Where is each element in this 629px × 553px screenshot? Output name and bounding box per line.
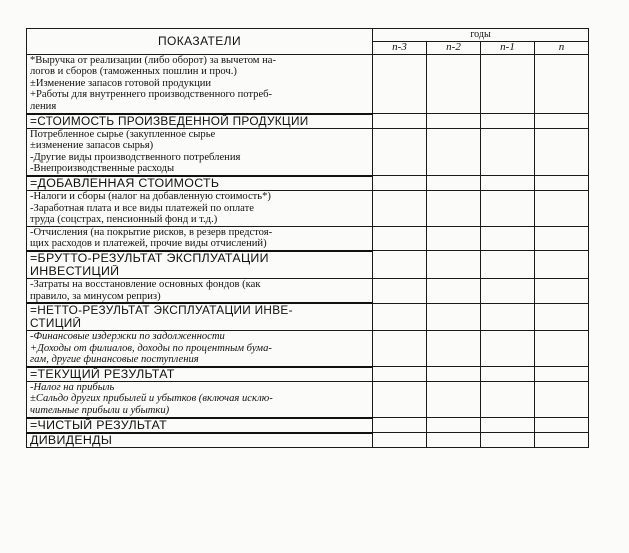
year-column-header: n-3 — [373, 41, 427, 54]
table-row — [27, 331, 589, 367]
value-cell — [373, 128, 427, 176]
value-cell — [427, 226, 481, 251]
indicator-items — [27, 331, 373, 367]
indicator-line: -Финансовые издержки по задолженности — [30, 331, 225, 343]
indicator-line: ±Сальдо других прибылей и убытков (включая исклю- — [30, 393, 273, 405]
value-cell — [481, 190, 535, 226]
table-row — [27, 128, 589, 176]
value-cell — [481, 54, 535, 113]
value-cell — [373, 190, 427, 226]
value-cell — [427, 128, 481, 176]
result-label — [27, 418, 373, 433]
value-cell — [535, 251, 589, 279]
value-cell — [427, 381, 481, 417]
years-header: годы — [373, 29, 589, 42]
value-cell — [535, 381, 589, 417]
result-row — [27, 433, 589, 448]
value-cell — [535, 54, 589, 113]
value-cell — [481, 226, 535, 251]
value-cell — [481, 303, 535, 331]
value-cell — [535, 176, 589, 191]
indicator-line: -Заработная плата и все виды платежей по оплате — [30, 202, 254, 214]
value-cell — [373, 54, 427, 113]
indicator-line: +Доходы от филиалов, доходы по процентным бума- — [30, 342, 272, 354]
indicator-line: =НЕТТО-РЕЗУЛЬТАТ ЭКСПЛУАТАЦИИ ИНВЕ- — [30, 304, 293, 318]
value-cell — [427, 433, 481, 448]
table-row — [27, 226, 589, 251]
value-cell — [481, 278, 535, 303]
value-cell — [481, 418, 535, 433]
result-row — [27, 114, 589, 129]
indicator-items — [27, 278, 373, 303]
value-cell — [535, 303, 589, 331]
year-column-header: n-1 — [481, 41, 535, 54]
result-row — [27, 367, 589, 382]
value-cell — [481, 251, 535, 279]
value-cell — [373, 367, 427, 382]
indicators-header: ПОКАЗАТЕЛИ — [27, 29, 373, 55]
value-cell — [427, 418, 481, 433]
indicator-line: логов и сборов (таможенных пошлин и проч.) — [30, 66, 237, 78]
value-cell — [427, 114, 481, 129]
result-row — [27, 303, 589, 331]
value-cell — [481, 114, 535, 129]
indicator-line: +Работы для внутреннего производственного потреб- — [30, 89, 273, 101]
value-cell — [535, 433, 589, 448]
indicator-line: =ТЕКУЩИЙ РЕЗУЛЬТАТ — [30, 367, 175, 381]
value-cell — [535, 278, 589, 303]
value-cell — [373, 176, 427, 191]
indicator-line: ления — [30, 100, 57, 112]
table-row — [27, 54, 589, 113]
result-label — [27, 176, 373, 191]
indicator-line: Потребленное сырье (закупленное сырье — [30, 128, 216, 140]
year-column-header: n-2 — [427, 41, 481, 54]
value-cell — [427, 367, 481, 382]
result-label — [27, 251, 373, 279]
result-row — [27, 176, 589, 191]
value-cell — [535, 331, 589, 367]
table-row — [27, 381, 589, 417]
indicator-line: =БРУТТО-РЕЗУЛЬТАТ ЭКСПЛУАТАЦИИ — [30, 251, 269, 265]
value-cell — [373, 331, 427, 367]
result-label — [27, 433, 373, 448]
indicator-line: ИНВЕСТИЦИЙ — [30, 264, 120, 278]
indicator-items — [27, 190, 373, 226]
value-cell — [373, 303, 427, 331]
indicator-line: ±изменение запасов сырья) — [30, 140, 154, 152]
value-cell — [535, 367, 589, 382]
indicator-line: -Другие виды производственного потребления — [30, 151, 241, 163]
year-column-header: n — [535, 41, 589, 54]
value-cell — [535, 190, 589, 226]
indicator-line: -Внепроизводственные расходы — [30, 163, 175, 175]
indicator-line: труда (соцстрах, пенсионный фонд и т.д.) — [30, 214, 218, 226]
indicator-line: СТИЦИЙ — [30, 317, 82, 331]
value-cell — [535, 128, 589, 176]
result-row — [27, 418, 589, 433]
indicator-items — [27, 226, 373, 251]
indicator-line: щих расходов и платежей, прочие виды отчислений) — [30, 238, 267, 250]
indicator-line: =ЧИСТЫЙ РЕЗУЛЬТАТ — [30, 418, 168, 432]
table-body — [27, 29, 589, 448]
indicator-line: *Выручка от реализации (либо оборот) за вычетом на- — [30, 54, 277, 66]
value-cell — [481, 381, 535, 417]
indicator-line: ±Изменение запасов готовой продукции — [30, 77, 212, 89]
value-cell — [427, 331, 481, 367]
indicator-line: =ДОБАВЛЕННАЯ СТОИМОСТЬ — [30, 176, 220, 190]
table-row — [27, 278, 589, 303]
header-row — [27, 29, 589, 42]
value-cell — [427, 176, 481, 191]
value-cell — [427, 251, 481, 279]
indicator-items — [27, 381, 373, 417]
value-cell — [373, 226, 427, 251]
value-cell — [535, 418, 589, 433]
indicator-line: чительные прибыли и убытки) — [30, 405, 170, 417]
value-cell — [373, 433, 427, 448]
value-cell — [535, 114, 589, 129]
value-cell — [481, 128, 535, 176]
indicator-line: гам, другие финансовые поступления — [30, 354, 199, 366]
value-cell — [535, 226, 589, 251]
indicator-line: ДИВИДЕНДЫ — [30, 433, 113, 447]
value-cell — [373, 278, 427, 303]
indicator-line: -Отчисления (на покрытие рисков, в резерв предстоя- — [30, 226, 273, 238]
value-cell — [373, 114, 427, 129]
value-cell — [427, 278, 481, 303]
indicator-line: -Затраты на восстановление основных фондов (как — [30, 278, 261, 290]
result-label — [27, 367, 373, 382]
result-row — [27, 251, 589, 279]
value-cell — [373, 251, 427, 279]
table-row — [27, 190, 589, 226]
result-label — [27, 303, 373, 331]
value-cell — [481, 433, 535, 448]
value-cell — [481, 176, 535, 191]
result-label — [27, 114, 373, 129]
indicator-items — [27, 128, 373, 176]
value-cell — [481, 367, 535, 382]
value-cell — [481, 331, 535, 367]
indicator-line: -Налог на прибыль — [30, 381, 115, 393]
value-cell — [427, 303, 481, 331]
indicators-table — [26, 28, 589, 448]
value-cell — [427, 54, 481, 113]
value-cell — [427, 190, 481, 226]
value-cell — [373, 381, 427, 417]
indicator-items — [27, 54, 373, 113]
indicator-line: правило, за минусом реприз) — [30, 290, 161, 302]
indicator-line: -Налоги и сборы (налог на добавленную стоимость*) — [30, 190, 271, 202]
value-cell — [373, 418, 427, 433]
indicator-line: =СТОИМОСТЬ ПРОИЗВЕДЕННОЙ ПРОДУКЦИИ — [30, 114, 309, 128]
